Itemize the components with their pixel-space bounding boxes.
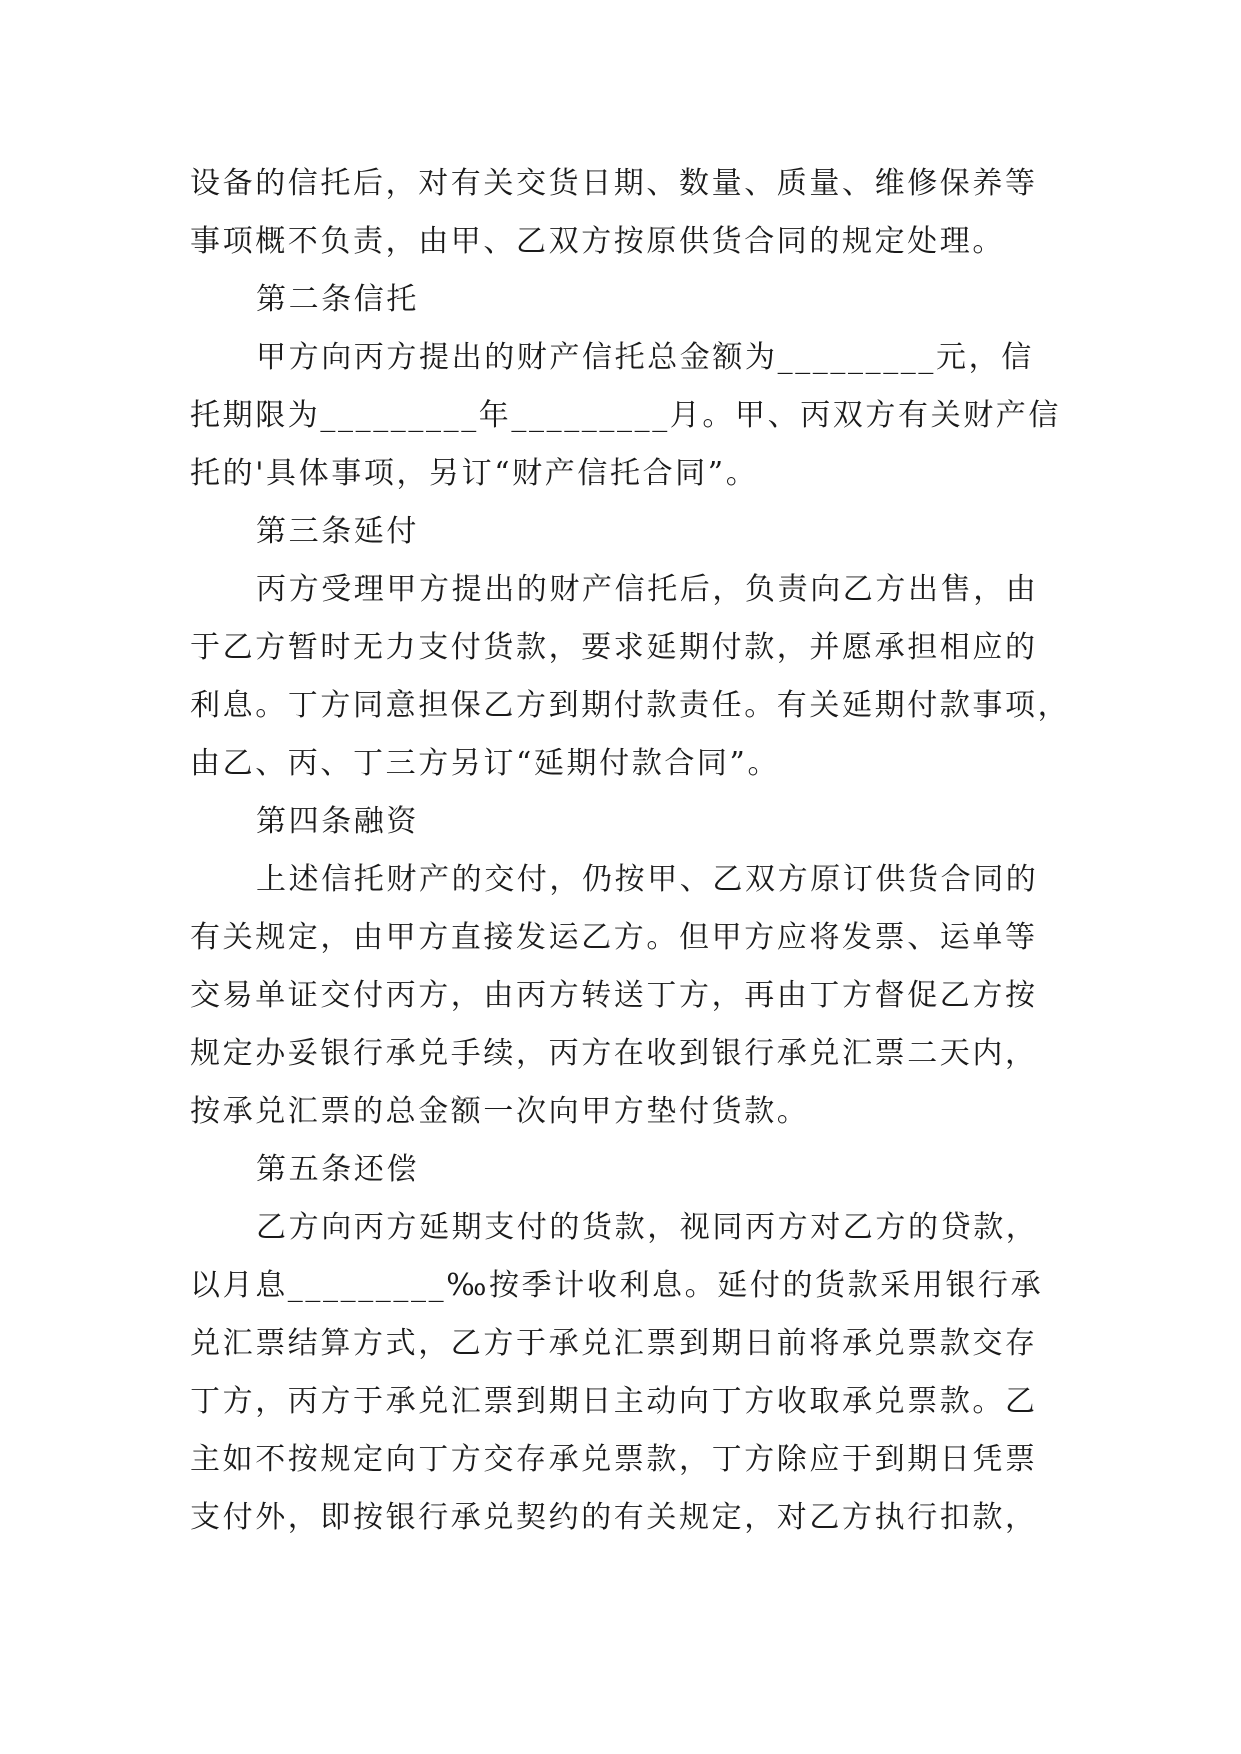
body-line: 于乙方暂时无力支付货款，要求延期付款，并愿承担相应的 [190,630,1038,665]
body-line: 规定办妥银行承兑手续，丙方在收到银行承兑汇票二天内， [190,1036,1038,1071]
article-heading: 第四条融资 [256,804,419,839]
body-line: 托期限为_________年_________月。甲、丙双方有关财产信 [190,398,1061,433]
body-line: 丙方受理甲方提出的财产信托后，负责向乙方出售，由 [256,572,1039,607]
body-line: 有关规定，由甲方直接发运乙方。但甲方应将发票、运单等 [190,920,1038,955]
body-line: 兑汇票结算方式，乙方于承兑汇票到期日前将承兑票款交存 [190,1326,1038,1361]
body-line: 利息。丁方同意担保乙方到期付款责任。有关延期付款事项， [190,688,1071,723]
document-body [190,155,1070,1547]
body-line: 托的'具体事项，另订“财产信托合同”。 [190,456,759,491]
body-line: 以月息_________‰按季计收利息。延付的货款采用银行承 [190,1268,1044,1303]
body-line: 甲方向丙方提出的财产信托总金额为_________元，信 [256,340,1034,375]
body-line: 丁方，丙方于承兑汇票到期日主动向丁方收取承兑票款。乙 [190,1384,1038,1419]
body-line: 上述信托财产的交付，仍按甲、乙双方原订供货合同的 [256,862,1039,897]
body-line: 乙方向丙方延期支付的货款，视同丙方对乙方的贷款， [256,1210,1039,1245]
body-line: 主如不按规定向丁方交存承兑票款，丁方除应于到期日凭票 [190,1442,1038,1477]
body-line: 交易单证交付丙方，由丙方转送丁方，再由丁方督促乙方按 [190,978,1038,1013]
body-line: 事项概不负责，由甲、乙双方按原供货合同的规定处理。 [190,224,1005,259]
article-heading: 第五条还偿 [256,1152,419,1187]
body-line: 设备的信托后，对有关交货日期、数量、质量、维修保养等 [190,166,1038,201]
article-heading: 第二条信托 [256,282,419,317]
article-heading: 第三条延付 [256,514,419,549]
body-line: 由乙、丙、丁三方另订“延期付款合同”。 [190,746,781,781]
body-line: 支付外，即按银行承兑契约的有关规定，对乙方执行扣款， [190,1500,1038,1535]
body-line: 按承兑汇票的总金额一次向甲方垫付货款。 [190,1094,810,1129]
